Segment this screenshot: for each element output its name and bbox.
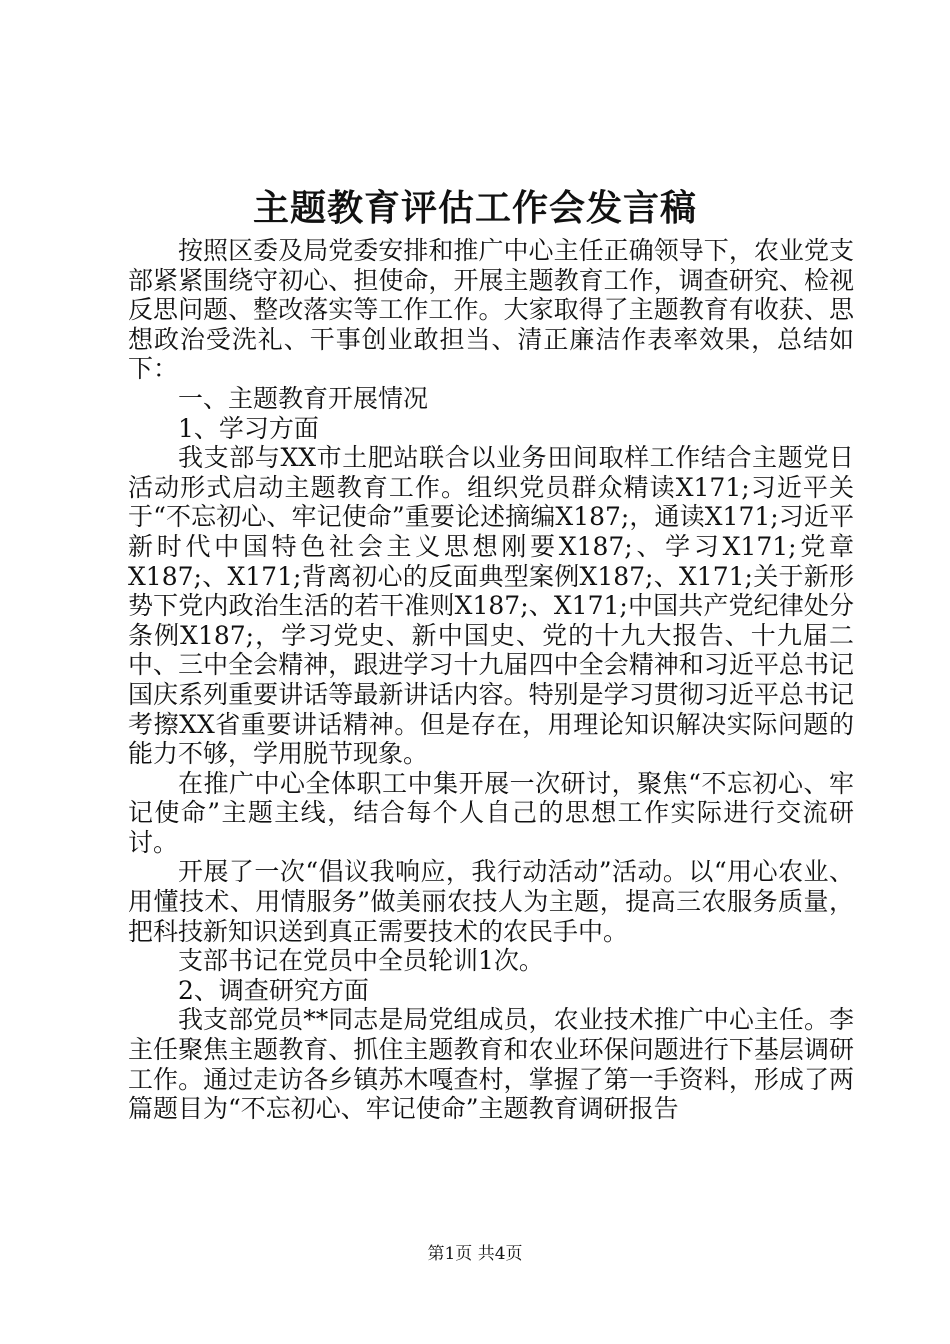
section-heading-1: 一、主题教育开展情况 — [178, 383, 429, 413]
paragraph-intro: 按照区委及局党委安排和推广中心主任正确领导下，农业党支部紧紧围绕守初心、担使命，开展主题教育工作，调查研究、检视反思问题、整改落实等工作工作。大家取得了主题教育有收获、思想政治受洗礼、干事创业敢担当、清正廉洁作表率效果，总结如下： — [128, 236, 854, 384]
page-footer: 第1页 共4页 — [427, 1244, 523, 1264]
document-body — [128, 236, 854, 1124]
paragraph-activity: 开展了一次“倡议我响应，我行动活动”活动。以“用心农业、用懂技术、用情服务”做美丽农技人为主题，提高三农服务质量，把科技新知识送到真正需要技术的农民手中。 — [128, 857, 854, 946]
paragraph-training: 支部书记在党员中全员轮训1次。 — [178, 946, 544, 976]
subsection-heading-study: 1、学习方面 — [178, 413, 319, 443]
paragraph-discussion: 在推广中心全体职工中集开展一次研讨，聚焦“不忘初心、牢记使命”主题主线，结合每个人自己的思想工作实际进行交流研讨。 — [128, 768, 854, 857]
paragraph-study: 我支部与XX市土肥站联合以业务田间取样工作结合主题党日活动形式启动主题教育工作。组织党员群众精读X171;习近平关于“不忘初心、牢记使命”重要论述摘编X187;，通读X171;习近平新时代中国特色社会主义思想刚要X187;、学习X171;党章X187;、X171;背离初心的反面典型案例X187;、X171;关于新形势下党内政治生活的若干准则X187;、X171;中国共产党纪律处分条例X187;，学习党史、新中国史、党的十九大报告、十九届二中、三中全会精神，跟进学习十九届四中全会精神和习近平总书记国庆系列重要讲话等最新讲话内容。特别是学习贯彻习近平总书记考擦XX省重要讲话精神。但是存在，用理论知识解决实际问题的能力不够，学用脱节现象。 — [128, 443, 854, 769]
document-title: 主题教育评估工作会发言稿 — [252, 187, 697, 229]
subsection-heading-research: 2、调查研究方面 — [178, 975, 369, 1005]
paragraph-research: 我支部党员**同志是局党组成员，农业技术推广中心主任。李主任聚焦主题教育、抓住主题教育和农业环保问题进行下基层调研工作。通过走访各乡镇苏木嘎查村，掌握了第一手资料，形成了两篇题目为“不忘初心、牢记使命”主题教育调研报告 — [128, 1005, 854, 1124]
